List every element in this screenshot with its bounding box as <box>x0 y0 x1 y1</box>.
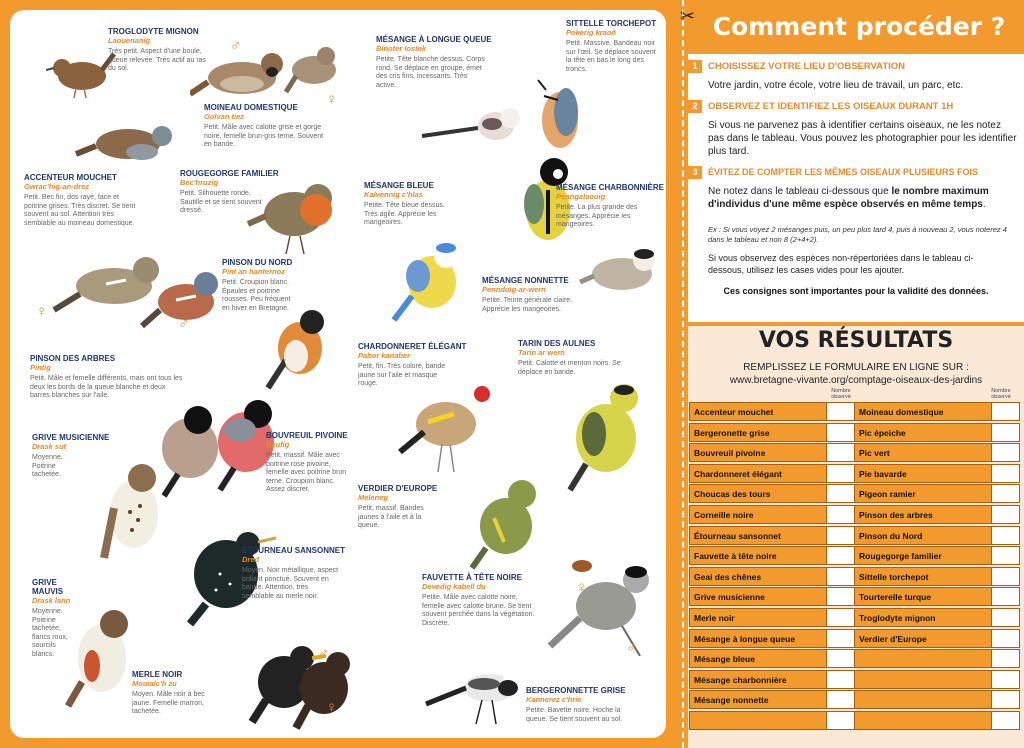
count-input-box[interactable] <box>991 609 1019 626</box>
species-sittelle <box>566 19 666 74</box>
species-name: SITTELLE TORCHEPOT <box>566 19 657 28</box>
count-input-box[interactable] <box>826 547 854 564</box>
results-row-label: Mésange bleue <box>694 654 755 665</box>
fauvette-female-illustration <box>568 556 598 576</box>
count-input-box[interactable] <box>826 568 854 585</box>
species-breton-name: Laouenanig <box>108 36 151 45</box>
results-row <box>689 629 855 648</box>
troglodyte-illustration <box>44 48 116 100</box>
results-row <box>854 402 1020 421</box>
results-row-label: Sittelle torchepot <box>859 571 929 582</box>
species-breton-name: Beufig <box>266 440 290 449</box>
accenteur-illustration <box>74 114 174 174</box>
species-name: MÉSANGE CHARBONNIÈRE <box>556 183 665 192</box>
male-symbol: ♂ <box>178 315 190 332</box>
species-name: ÉTOURNEAU SANSONNET <box>242 546 345 555</box>
species-mauvis <box>32 578 162 659</box>
species-description: Petit, massif. Bandes jaunes à l'aile et à la queue. <box>358 505 424 529</box>
count-input-box[interactable] <box>826 403 854 420</box>
step-number: 3 <box>688 166 702 179</box>
species-charbonniere <box>556 183 666 230</box>
species-description: Petit. Silhouette ronde. Sautille et se tient souvent dressé. <box>180 190 262 214</box>
results-row <box>689 649 855 668</box>
results-instruction: REMPLISSEZ LE FORMULAIRE EN LIGNE SUR : <box>743 362 969 373</box>
results-row-label: Rougegorge familier <box>859 551 942 562</box>
results-row <box>854 670 1020 689</box>
species-name: MÉSANGE BLEUE <box>364 181 434 190</box>
results-row-label: Geai des chênes <box>694 571 762 582</box>
how-steps <box>688 54 1024 322</box>
species-breton-name: Bec'hruzig <box>180 178 219 187</box>
species-name: BERGERONNETTE GRISE <box>526 686 626 695</box>
species-bleue <box>364 181 494 228</box>
species-guide-panel <box>10 10 666 738</box>
count-input-box[interactable] <box>991 588 1019 605</box>
mesange-bleue-illustration <box>388 236 468 326</box>
species-pinson-nord <box>222 258 352 313</box>
species-description: Petit. Mâle avec calotte grise et gorge noire, femelle brun-gris terne. Souvent en bande. <box>204 124 324 148</box>
species-description: Petit, massif. Mâle avec poitrine rose pivoine, femelle avec poitrine brun terne. Croupion blanc. Assez discret. <box>266 452 347 493</box>
fauvette-male-illustration <box>540 556 666 656</box>
male-symbol: ♂ <box>318 645 330 662</box>
species-description: Petit. Mâle et femelle différents, mais ont tous les deux les bords de la queue blanche et deux barres blanches sur l'aile. <box>30 375 183 399</box>
results-section <box>688 326 1024 748</box>
male-symbol: ♂ <box>626 639 638 656</box>
species-description: Petit. Calotte et menton noirs. Se déplace en bande. <box>518 360 621 376</box>
species-name: TROGLODYTE MIGNON <box>108 27 199 36</box>
how-title: Comment procéder ? <box>710 6 1008 48</box>
results-row <box>689 546 855 565</box>
species-description: Moyen. Mâle noir à bec jaune. Femelle marron, tachetée. <box>132 691 205 715</box>
species-breton-name: Pintig <box>30 363 51 372</box>
species-name: ROUGEGORGE FAMILIER <box>180 169 279 178</box>
results-row <box>854 546 1020 565</box>
results-row-label: Corneille noire <box>694 510 754 520</box>
species-name: MERLE NOIR <box>132 670 183 679</box>
species-description: Très petit. Aspect d'une boule, queue relevée. Très actif au ras du sol. <box>108 48 207 72</box>
species-breton-name: Kalvennig c'hlas <box>364 190 423 199</box>
species-rougegorge <box>180 169 310 216</box>
results-row-label: Étourneau sansonnet <box>694 530 781 541</box>
step-heading: OBSERVEZ ET IDENTIFIEZ LES OISEAUX DURANT 1H <box>708 101 954 112</box>
species-breton-name: Drask sut <box>32 442 67 451</box>
species-verdier <box>358 484 488 531</box>
species-breton-name: Dred <box>242 555 260 564</box>
species-etourneau <box>242 546 372 601</box>
results-row <box>689 711 855 730</box>
results-row-label: Bergeronette grise <box>694 427 770 438</box>
moineau-female-illustration <box>282 42 352 97</box>
results-row-label: Accenteur mouchet <box>694 407 774 417</box>
species-nonnette <box>482 276 612 314</box>
results-row <box>689 526 855 545</box>
count-input-box[interactable] <box>826 671 854 688</box>
species-breton-name: Tarin ar wern <box>518 348 565 357</box>
results-row-label: Bouvreuil pivoine <box>694 448 766 459</box>
results-title: VOS RÉSULTATS <box>758 328 954 353</box>
species-description: Moyen. Noir métallique, aspect brillant ponctué. Souvent en bande. Attention, très semblable au merle noir. <box>242 567 339 600</box>
species-breton-name: Penngalaouig <box>556 192 606 201</box>
results-row <box>689 690 855 709</box>
species-name: PINSON DES ARBRES <box>30 354 116 363</box>
count-input-box[interactable] <box>826 691 854 708</box>
female-symbol: ♀ <box>576 579 588 596</box>
species-name: MÉSANGE NONNETTE <box>482 276 569 285</box>
step-heading: ÉVITEZ DE COMPTER LES MÊMES OISEAUX PLUSIEURS FOIS <box>708 167 979 177</box>
results-row <box>689 505 855 524</box>
scissors-icon: ✂ <box>680 6 696 26</box>
count-input-box[interactable] <box>991 712 1019 729</box>
results-row <box>854 505 1020 524</box>
step-extra: Si vous observez des espèces non-répertoriées dans le tableau ci-dessous, utilisez les cases vides pour les ajouter. <box>708 253 974 275</box>
species-bergeronnette <box>526 686 656 724</box>
results-row-label: Pinson des arbres <box>859 510 933 520</box>
species-fauvette <box>422 573 552 628</box>
results-row-label: Pigeon ramier <box>859 489 916 500</box>
species-breton-name: Mouialc'h zu <box>132 679 177 688</box>
count-input-box[interactable] <box>826 485 854 502</box>
species-description: Petite. La plus grande des mésanges. Apprécie les mangeoires. <box>556 204 638 228</box>
count-input-box[interactable] <box>826 424 854 441</box>
species-breton-name: Golvan tiez <box>204 112 245 121</box>
count-input-box[interactable] <box>991 691 1019 708</box>
species-name: GRIVE MUSICIENNE <box>32 433 110 442</box>
step-example: Ex : Si vous voyez 2 mésanges puis, un peu plus tard 4, puis à nouveau 2, vous noterez 4 dans le tableau et non 8 (2+4+2). <box>708 225 1007 244</box>
results-row <box>689 567 855 586</box>
results-row-label: Troglodyte mignon <box>859 613 936 623</box>
results-row <box>854 711 1020 730</box>
results-row <box>854 567 1020 586</box>
count-input-box[interactable] <box>826 527 854 544</box>
count-input-box[interactable] <box>826 465 854 482</box>
species-breton-name: Gwrac'hig-an-drez <box>24 182 90 191</box>
species-chardonneret <box>358 342 488 389</box>
results-row-label: Mésange nonnette <box>694 695 769 706</box>
species-breton-name: Binoter lostek <box>376 44 427 53</box>
results-row <box>854 587 1020 606</box>
results-row <box>689 484 855 503</box>
count-input-box[interactable] <box>991 527 1019 544</box>
female-symbol: ♀ <box>326 91 338 108</box>
results-row <box>689 587 855 606</box>
results-row <box>854 608 1020 627</box>
instructions-panel <box>688 0 1024 748</box>
count-input-box[interactable] <box>826 506 854 523</box>
results-row-label: Moineau domestique <box>859 407 944 417</box>
species-troglodyte <box>108 27 238 74</box>
species-description: Petit. Bec fin, dos rayé, face et poitrine grises. Très discret. Se tient souvent au sol. Attention très semblable au moineau domestique. <box>24 194 136 227</box>
species-name: GRIVE MAUVIS <box>32 578 64 596</box>
count-input-box[interactable] <box>991 465 1019 482</box>
species-breton-name: Pint an hanternoz <box>222 267 285 276</box>
column-header-left: Nombre observé <box>831 388 851 400</box>
results-row-label: Mésange charbonnière <box>694 674 787 685</box>
female-symbol: ♀ <box>326 699 338 716</box>
results-url[interactable]: www.bretagne-vivante.org/comptage-oiseaux-des-jardins <box>729 375 983 386</box>
step-text: Votre jardin, votre école, votre lieu de travail, un parc, etc. <box>708 80 964 91</box>
results-row <box>689 423 855 442</box>
species-breton-name: Kannerez c'hris <box>526 695 582 704</box>
step-number: 1 <box>688 60 702 73</box>
species-name: CHARDONNERET ÉLÉGANT <box>358 342 467 351</box>
tarin-illustration <box>558 374 658 494</box>
count-input-box[interactable] <box>826 444 854 461</box>
species-pinson-arbres <box>30 354 183 401</box>
step-number: 2 <box>688 100 702 113</box>
species-name: VERDIER D'EUROPE <box>358 484 438 493</box>
count-input-box[interactable] <box>991 444 1019 461</box>
column-header-right: Nombre observé <box>991 388 1011 400</box>
species-description: Petit, fin. Très coloré, bande jaune sur l'aile et masque rouge. <box>358 363 446 387</box>
results-row <box>854 690 1020 709</box>
species-name: BOUVREUIL PIVOINE <box>266 431 348 440</box>
sittelle-illustration <box>524 76 594 156</box>
species-description: Moyenne. Poitrine tachetée, flancs roux, sourcils blancs. <box>32 608 68 658</box>
results-row-label: Choucas des tours <box>694 489 771 500</box>
pinson-nord-illustration <box>256 300 346 390</box>
species-tarin <box>518 339 648 377</box>
count-input-box[interactable] <box>991 568 1019 585</box>
bergeronnette-illustration <box>424 652 534 736</box>
results-row <box>854 526 1020 545</box>
female-symbol: ♀ <box>36 303 48 320</box>
step-text-a: Ne notez dans le tableau ci-dessous que <box>708 186 892 197</box>
species-description: Moyenne. Poitrine tachetée. <box>32 454 63 478</box>
species-description: Petite. Bavette noire. Hoche la queue. Se tient souvent au sol. <box>526 707 623 723</box>
species-breton-name: Pennduig-ar-wern <box>482 285 546 294</box>
count-input-box[interactable] <box>826 609 854 626</box>
species-description: Petite. Teinte générale claire. Apprécie les mangeoires. <box>482 297 573 313</box>
results-row-label: Chardonneret élégant <box>694 468 782 479</box>
count-input-box[interactable] <box>991 630 1019 647</box>
results-row-label: Fauvette à tête noire <box>694 551 777 562</box>
results-row-label: Pic épeiche <box>859 427 906 438</box>
results-row <box>854 443 1020 462</box>
count-input-box[interactable] <box>991 671 1019 688</box>
species-description: Petite. Tête blanche dessus. Corps rond. Se déplace en groupe, émet des cris fins, incessants. Très active. <box>376 56 485 89</box>
count-input-box[interactable] <box>826 712 854 729</box>
results-row <box>854 629 1020 648</box>
results-row-label: Mésange à longue queue <box>694 633 796 644</box>
results-row-label: Merle noir <box>694 613 735 623</box>
results-row <box>689 670 855 689</box>
species-description: Petit. Massive. Bandeau noir sur l'œil. Se déplace souvent la tête en bas le long des troncs. <box>566 40 656 73</box>
results-row-label: Tourterelle turque <box>859 592 932 603</box>
step-text <box>708 185 1018 211</box>
results-row <box>689 443 855 462</box>
count-input-box[interactable] <box>826 588 854 605</box>
count-input-box[interactable] <box>991 424 1019 441</box>
results-row-label: Pie bavarde <box>859 468 907 479</box>
results-row-label: Verdier d'Europe <box>859 633 927 644</box>
species-breton-name: Meleneg <box>358 493 389 502</box>
step-text-bold: le nombre maximum d'individus d'une même espèce observés en même temps <box>708 186 989 210</box>
species-breton-name: Pokerig kraoñ <box>566 28 617 37</box>
male-symbol: ♂ <box>230 37 242 54</box>
step-text: Si vous ne parvenez pas à identifier certains oiseaux, ne les notez pas dans le tableau. Vous pouvez les photographier pour les identifier plus tard. <box>708 120 1017 157</box>
results-row-label: Pic vert <box>859 448 890 459</box>
cut-line <box>682 0 684 748</box>
count-input-box[interactable] <box>826 630 854 647</box>
species-longue-queue <box>376 35 506 90</box>
results-row <box>854 423 1020 442</box>
mesange-longue-queue-illustration <box>420 102 530 152</box>
species-name: TARIN DES AULNES <box>518 339 596 348</box>
species-description: Petit. Croupion blanc. Épaules et poitrine rousses. Peu fréquent en hiver en Bretagne. <box>222 279 291 312</box>
results-row <box>689 464 855 483</box>
species-moineau <box>204 103 334 150</box>
species-name: MOINEAU DOMESTIQUE <box>204 103 298 112</box>
results-row <box>689 402 855 421</box>
count-input-box[interactable] <box>991 506 1019 523</box>
species-accenteur <box>24 173 154 228</box>
results-row <box>854 464 1020 483</box>
results-row-label: Grive musicienne <box>694 592 765 603</box>
results-row-label: Pinson du Nord <box>859 530 923 541</box>
results-row <box>854 649 1020 668</box>
species-description: Petite. Mâle avec calotte noire, femelle avec calotte brune. Se tient souvent perchée dans la végétation. Discrète. <box>422 594 535 627</box>
species-description: Petite. Tête bleue dessus. Très agile. Apprécie les mangeoires. <box>364 202 445 226</box>
species-merle <box>132 670 262 717</box>
count-input-box[interactable] <box>991 485 1019 502</box>
results-row <box>689 608 855 627</box>
count-input-box[interactable] <box>826 650 854 667</box>
count-input-box[interactable] <box>991 547 1019 564</box>
species-grive <box>32 433 162 480</box>
species-name: PINSON DU NORD <box>222 258 293 267</box>
species-breton-name: Devedig kabell du <box>422 582 486 591</box>
how-footer: Ces consignes sont importantes pour la validité des données. <box>723 286 989 296</box>
species-breton-name: Pabor kanaber <box>358 351 411 360</box>
count-input-box[interactable] <box>991 650 1019 667</box>
step-text-c: . <box>982 199 986 210</box>
species-breton-name: Drask lann <box>32 596 71 605</box>
species-name: FAUVETTE À TÊTE NOIRE <box>422 573 523 582</box>
species-name: MÉSANGE À LONGUE QUEUE <box>376 35 492 44</box>
species-name: ACCENTEUR MOUCHET <box>24 173 117 182</box>
count-input-box[interactable] <box>991 403 1019 420</box>
step-heading: CHOISISSEZ VOTRE LIEU D'OBSERVATION <box>708 61 906 72</box>
results-row <box>854 484 1020 503</box>
